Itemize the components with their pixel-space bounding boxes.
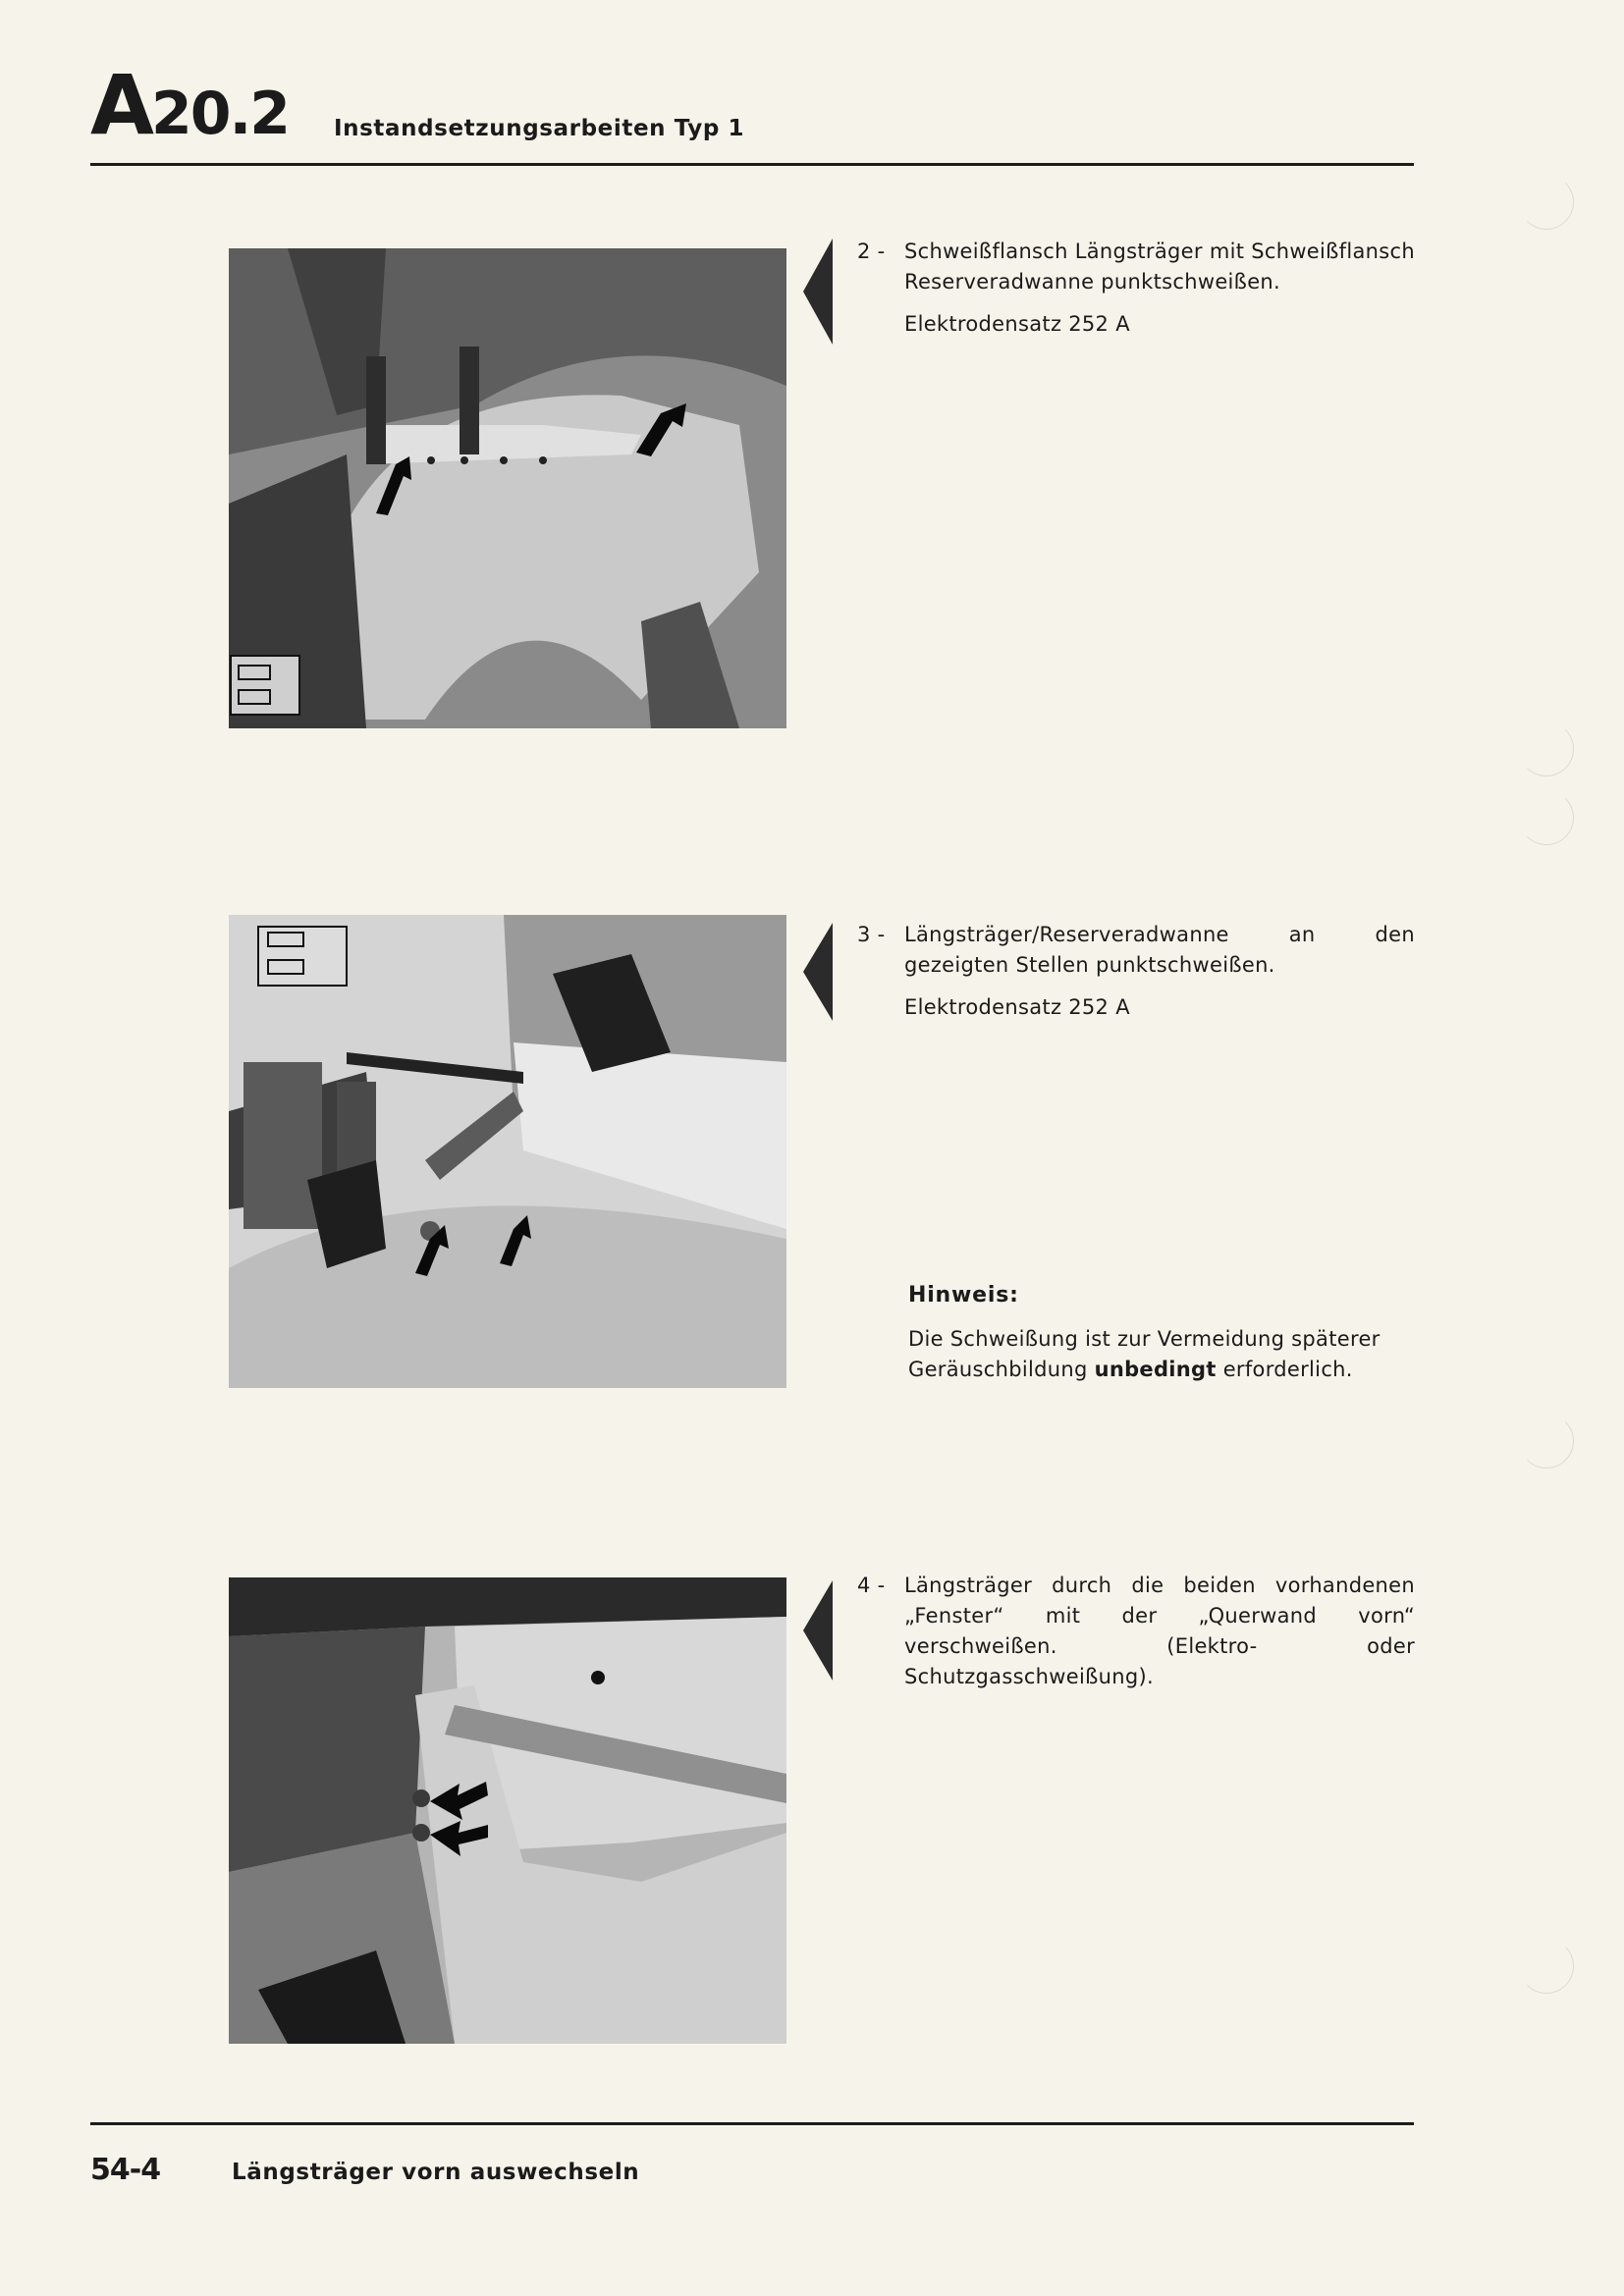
- step-4: [857, 1571, 1415, 1692]
- binder-hole: [1519, 1939, 1574, 1994]
- binder-hole: [1519, 790, 1574, 845]
- step-4-text: Längsträger durch die beiden vorhandenen „Fenster“ mit der „Querwand vorn“ verschweißen. (Elektro- oder Schutzgasschweißung).: [904, 1574, 1415, 1688]
- section-code-letter: A: [90, 57, 152, 153]
- binder-hole: [1519, 721, 1574, 776]
- binder-hole: [1519, 175, 1574, 230]
- page-number: 54-4: [90, 2153, 161, 2187]
- footer-rule: [90, 2122, 1414, 2125]
- section-code: [90, 57, 290, 153]
- binder-hole: [1519, 1414, 1574, 1468]
- note-text-emphasis: unbedingt: [1094, 1358, 1217, 1381]
- step-3-marker-icon: [803, 923, 833, 1021]
- step-4-number: 4 -: [857, 1574, 886, 1597]
- step-2: [857, 237, 1415, 340]
- step-2-number: 2 -: [857, 240, 886, 263]
- photo-step-4: [229, 1577, 786, 2044]
- step-2-electrode-set: Elektrodensatz 252 A: [904, 312, 1130, 336]
- step-2-text: Schweißflansch Längsträger mit Schweißflansch Reserveradwanne punktschweißen.: [904, 240, 1415, 294]
- photo-step-3: [229, 915, 786, 1388]
- step-3-number: 3 -: [857, 923, 886, 946]
- photo-step-2: [229, 248, 786, 728]
- page-header-title: Instandsetzungsarbeiten Typ 1: [334, 116, 745, 141]
- step-3-electrode-set: Elektrodensatz 252 A: [904, 995, 1130, 1019]
- note-text-start: Die Schweißung ist zur Vermeidung späterer Geräuschbildung: [908, 1327, 1380, 1381]
- note-text: [908, 1324, 1414, 1385]
- footer-title: Längsträger vorn auswechseln: [232, 2160, 640, 2185]
- step-3-text: Längsträger/Reserveradwanne an den gezeigten Stellen punktschweißen.: [904, 923, 1415, 977]
- note-label: Hinweis:: [908, 1283, 1019, 1308]
- section-code-number: 20.2: [151, 80, 290, 148]
- header-rule: [90, 163, 1414, 166]
- step-4-marker-icon: [803, 1580, 833, 1681]
- step-2-marker-icon: [803, 239, 833, 345]
- note-text-end: erforderlich.: [1222, 1358, 1353, 1381]
- step-3: [857, 920, 1415, 1023]
